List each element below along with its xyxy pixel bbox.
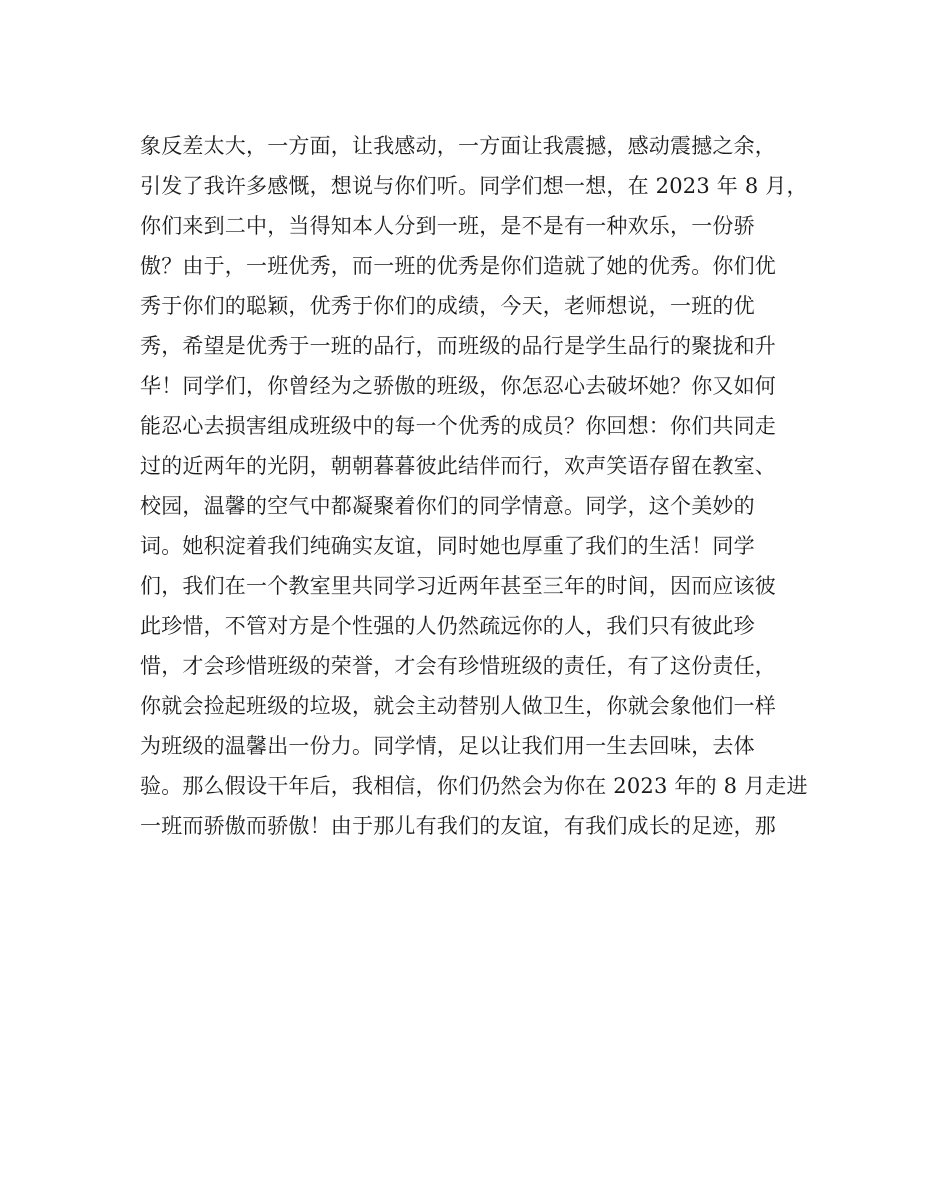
- text-line: 引发了我许多感慨，想说与你们听。同学们想一想，在 2023 年 8 月，: [140, 174, 808, 198]
- text-line: 校园，温馨的空气中都凝聚着你们的同学情意。同学，这个美妙的: [140, 494, 755, 518]
- text-line: 们，我们在一个教室里共同学习近两年甚至三年的时间，因而应该彼: [140, 574, 776, 598]
- text-line: 验。那么假设干年后，我相信，你们仍然会为你在 2023 年的 8 月走进: [140, 774, 808, 798]
- text-line: 一班而骄傲而骄傲！由于那儿有我们的友谊，有我们成长的足迹，那: [140, 814, 776, 838]
- text-line: 华！同学们，你曾经为之骄傲的班级，你怎忍心去破坏她？你又如何: [140, 374, 776, 398]
- text-line: 此珍惜，不管对方是个性强的人仍然疏远你的人，我们只有彼此珍: [140, 614, 755, 638]
- text-line: 象反差太大，一方面，让我感动，一方面让我震撼，感动震撼之余，: [140, 134, 776, 158]
- text-line: 你们来到二中，当得知本人分到一班，是不是有一种欢乐，一份骄: [140, 214, 755, 238]
- text-line: 为班级的温馨出一份力。同学情，足以让我们用一生去回味，去体: [140, 734, 755, 758]
- text-line: 惜，才会珍惜班级的荣誉，才会有珍惜班级的责任，有了这份责任，: [140, 654, 776, 678]
- text-line: 傲？由于，一班优秀，而一班的优秀是你们造就了她的优秀。你们优: [140, 254, 776, 278]
- text-line: 过的近两年的光阴，朝朝暮暮彼此结伴而行，欢声笑语存留在教室、: [140, 454, 776, 478]
- text-line: 能忍心去损害组成班级中的每一个优秀的成员？你回想：你们共同走: [140, 414, 776, 438]
- body-text: [140, 126, 820, 846]
- text-line: 词。她积淀着我们纯确实友谊，同时她也厚重了我们的生活！同学: [140, 534, 755, 558]
- text-line: 秀，希望是优秀于一班的品行，而班级的品行是学生品行的聚拢和升: [140, 334, 776, 358]
- text-line: 你就会捡起班级的垃圾，就会主动替别人做卫生，你就会象他们一样: [140, 694, 776, 718]
- text-line: 秀于你们的聪颖，优秀于你们的成绩，今天，老师想说，一班的优: [140, 294, 755, 318]
